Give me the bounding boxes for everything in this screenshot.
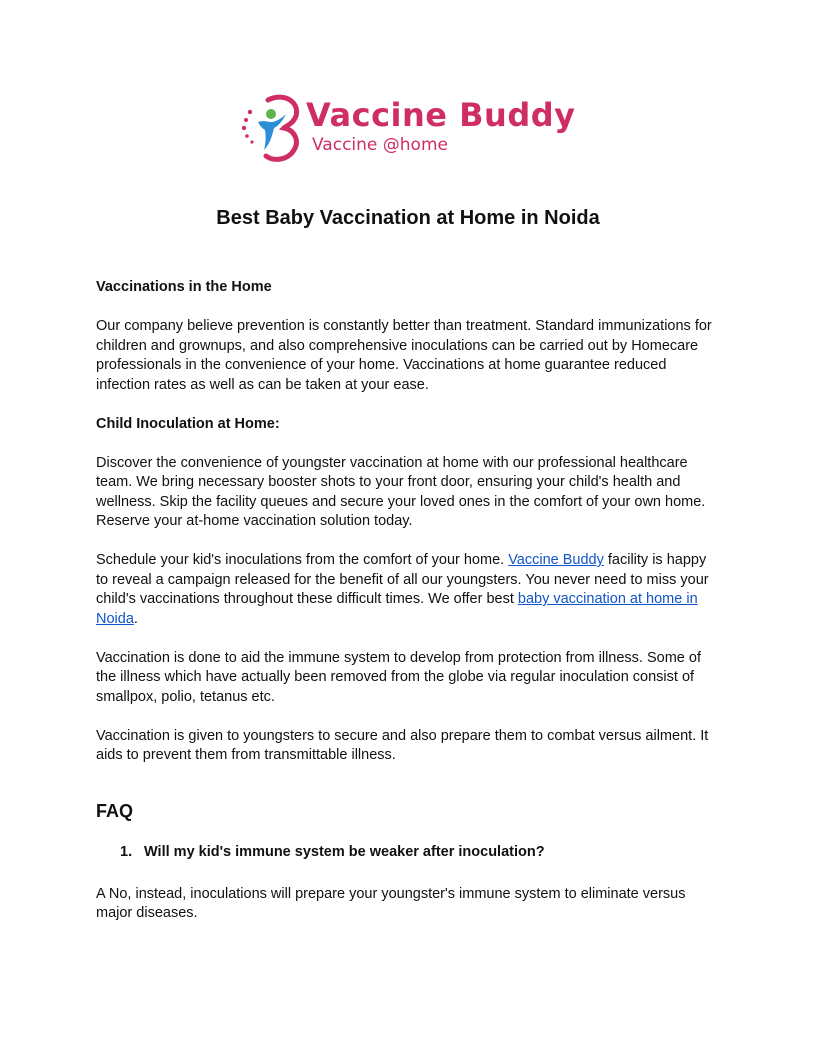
logo xyxy=(240,92,580,162)
paragraph-protection: Vaccination is given to youngsters to secure and also prepare them to combat versus ailment. It aids to prevent them from transmittable illness. xyxy=(96,727,709,763)
faq-heading: FAQ xyxy=(96,800,134,821)
document-body xyxy=(96,278,722,943)
paragraph-convenience: Discover the convenience of youngster vaccination at home with our professional healthcare team. We bring necessary booster shots to your front door, ensuring your child's health and wellness. Skip the facility queues and secure your loved ones in the comfort of your own home. Reserve your at-home vaccination solution today. xyxy=(96,454,706,529)
brand-name: Vaccine Buddy xyxy=(306,96,576,134)
baby-vaccination-link[interactable]: baby vaccination at home in Noida xyxy=(96,591,698,627)
faq-answer: A No, instead, inoculations will prepare your youngster's immune system to eliminate versus major diseases. xyxy=(96,885,686,921)
paragraph-immune-system: Vaccination is done to aid the immune system to develop from protection from illness. Some of the illness which have actually been removed from the globe via regular inoculation consist of smallpox, polio, tetanus etc. xyxy=(96,649,701,705)
section-heading-child-inoculation: Child Inoculation at Home: xyxy=(96,415,280,432)
vaccine-buddy-link[interactable]: Vaccine Buddy xyxy=(508,552,604,568)
schedule-text-start: Schedule your kid's inoculations from the comfort of your home. xyxy=(96,552,509,568)
paragraph-schedule xyxy=(96,551,722,629)
faq-question-text: Will my kid's immune system be weaker after inoculation? xyxy=(144,844,545,860)
schedule-text-end: . xyxy=(133,610,138,627)
faq-question-number: 1. xyxy=(120,844,133,860)
brand-tagline: Vaccine @home xyxy=(312,135,448,155)
section-heading-vaccinations: Vaccinations in the Home xyxy=(96,279,272,295)
schedule-text-mid: facility is happy to reveal a campaign released for the benefit of all our youngsters. You never need to miss your child's vaccinations throughout these difficult times. We offer best xyxy=(96,552,709,607)
faq-question xyxy=(120,843,722,863)
page-title: Best Baby Vaccination at Home in Noida xyxy=(216,207,600,229)
paragraph-prevention: Our company believe prevention is constantly better than treatment. Standard immunizations for children and grownups, and also comprehensive inoculations can be carried out by Homecare professionals in the convenience of your home. Vaccinations at home guarantee reduced infection rates as well as can be taken at your ease. xyxy=(96,318,712,393)
vaccine-buddy-logo-icon xyxy=(240,92,304,162)
